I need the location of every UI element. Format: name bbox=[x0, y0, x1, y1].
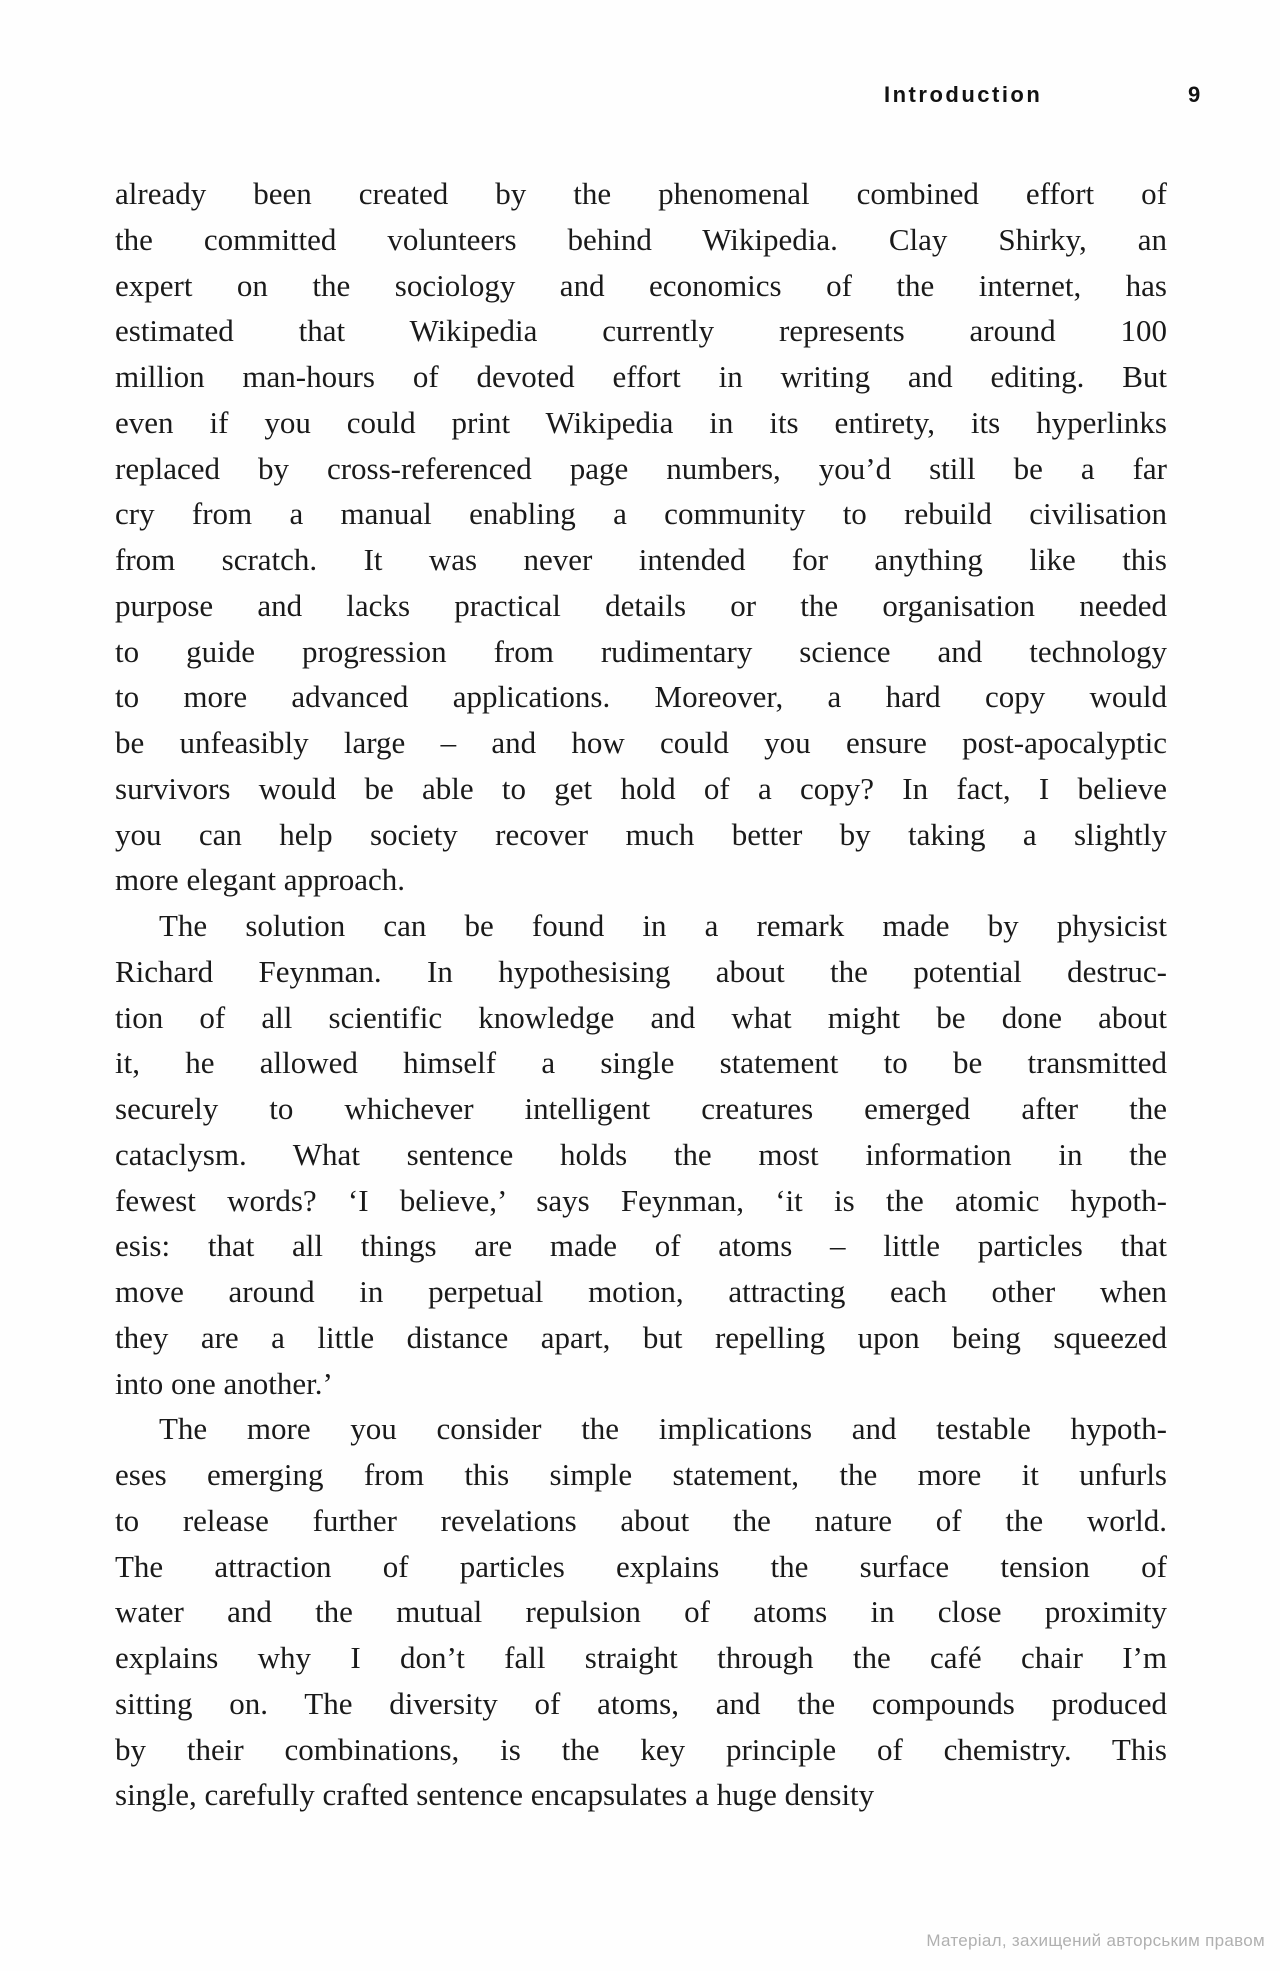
text-line: it, he allowed himself a single statement to be transmitted bbox=[115, 1045, 1167, 1081]
text-line: esis: that all things are made of atoms – little particles that bbox=[115, 1228, 1167, 1264]
text-line: single, carefully crafted sentence encapsulates a huge density bbox=[115, 1777, 875, 1813]
text-line: to release further revelations about the nature of the world. bbox=[115, 1502, 1167, 1538]
text-line: cry from a manual enabling a community to rebuild civilisation bbox=[115, 496, 1167, 532]
text-line: water and the mutual repulsion of atoms in close proximity bbox=[115, 1594, 1167, 1630]
text-line: from scratch. It was never intended for anything like this bbox=[115, 542, 1167, 577]
text-line: securely to whichever intelligent creatures emerged after the bbox=[115, 1091, 1167, 1126]
section-title: Introduction bbox=[884, 82, 1043, 107]
text-line: sitting on. The diversity of atoms, and the compounds produced bbox=[115, 1685, 1167, 1721]
text-line: eses emerging from this simple statement, the more it unfurls bbox=[115, 1457, 1167, 1492]
body-text bbox=[115, 171, 1167, 1818]
text-line: estimated that Wikipedia currently represents around 100 bbox=[115, 313, 1167, 349]
text-line: the committed volunteers behind Wikipedia. Clay Shirky, an bbox=[115, 221, 1167, 257]
text-line: purpose and lacks practical details or the organisation needed bbox=[115, 587, 1167, 623]
text-line: fewest words? ‘I believe,’ says Feynman, ‘it is the atomic hypoth- bbox=[115, 1182, 1167, 1218]
text-line: The more you consider the implications and testable hypoth- bbox=[159, 1411, 1167, 1447]
page-number: 9 bbox=[1188, 82, 1203, 107]
text-line: cataclysm. What sentence holds the most information in the bbox=[115, 1136, 1167, 1172]
text-line: explains why I don’t fall straight through the café chair I’m bbox=[115, 1640, 1167, 1675]
text-line: The attraction of particles explains the surface tension of bbox=[115, 1548, 1167, 1584]
text-line: already been created by the phenomenal combined effort of bbox=[115, 176, 1167, 211]
text-line: The solution can be found in a remark made by physicist bbox=[159, 908, 1167, 943]
text-line: million man-hours of devoted effort in writing and editing. But bbox=[115, 359, 1167, 394]
text-line: they are a little distance apart, but repelling upon being squeezed bbox=[115, 1319, 1167, 1355]
text-line: you can help society recover much better by taking a slightly bbox=[115, 816, 1167, 852]
text-line: be unfeasibly large – and how could you ensure post-apocalyptic bbox=[115, 725, 1167, 760]
text-line: even if you could print Wikipedia in its entirety, its hyperlinks bbox=[115, 404, 1167, 440]
text-line: tion of all scientific knowledge and what might be done about bbox=[115, 999, 1167, 1035]
text-line: to more advanced applications. Moreover, a hard copy would bbox=[115, 679, 1167, 715]
copyright-watermark: Матеріал, захищений авторським правом bbox=[926, 1931, 1265, 1950]
text-line: to guide progression from rudimentary science and technology bbox=[115, 633, 1167, 669]
running-head bbox=[0, 82, 1280, 112]
text-line: into one another.’ bbox=[115, 1365, 333, 1401]
text-line: move around in perpetual motion, attracting each other when bbox=[115, 1274, 1167, 1309]
text-line: replaced by cross-referenced page numbers, you’d still be a far bbox=[115, 450, 1167, 486]
text-line: Richard Feynman. In hypothesising about the potential destruc- bbox=[115, 953, 1167, 989]
text-line: by their combinations, is the key principle of chemistry. This bbox=[115, 1731, 1167, 1767]
text-line: expert on the sociology and economics of the internet, has bbox=[115, 267, 1167, 303]
text-line: survivors would be able to get hold of a copy? In fact, I believe bbox=[115, 770, 1167, 806]
text-line: more elegant approach. bbox=[115, 862, 406, 898]
